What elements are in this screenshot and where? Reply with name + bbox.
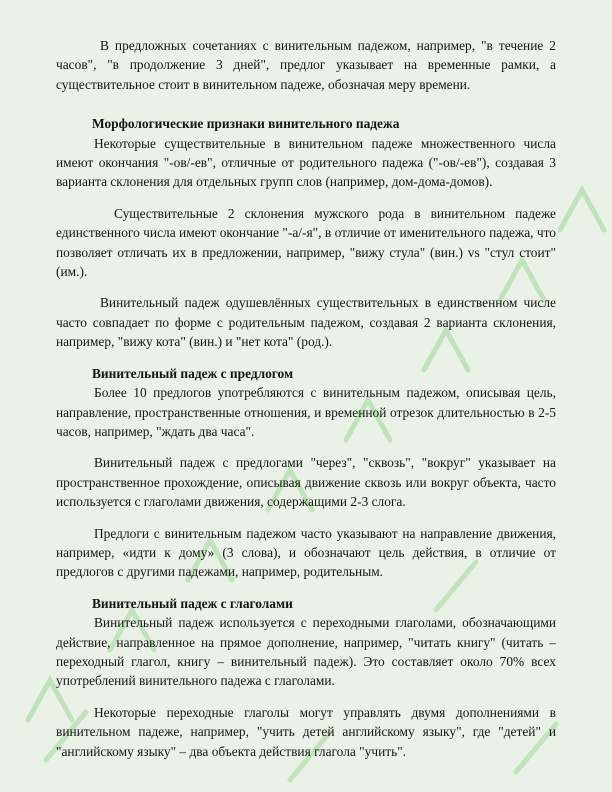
paragraph-double-objects: Некоторые переходные глаголы могут управлять двумя дополнениями в винительном падеже, например, "учить детей английскому языку", где "детей" и "английскому языку" – два объекта действия глагола "учить". xyxy=(56,704,556,759)
paragraph-spatial-prepositions: Винительный падеж с предлогами "через", "сквозь", "вокруг" указывает на пространственное прохождение, описывая движение сквозь или вокруг объекта, часто используется с глаголами движения, содержащими 2-3 слога. xyxy=(56,455,556,510)
heading-morphology: Морфологические признаки винительного падежа xyxy=(92,116,400,132)
watermark-mark xyxy=(560,190,604,230)
paragraph-masculine-nouns: Существительные 2 склонения мужского рода в винительном падеже единственного числа имеют окончание "-а/-я", в отличие от именительного падежа, что позволяет отличать их в предложении, например, "вижу стула" (вин.) vs "стул стоит" (им.). xyxy=(56,205,556,280)
paragraph-prepositions-count: Более 10 предлогов употребляются с винительным падежом, описывая цель, направление, пространственные отношения, и временной отрезок длительностью в 2-5 часов, например, "ждать два часа". xyxy=(56,385,556,439)
heading-verbs: Винительный падеж с глаголами xyxy=(92,595,293,611)
paragraph-transitive-verbs: Винительный падеж используется с переходными глаголами, обозначающими действие, направленное на прямое дополнение, например, "читать книгу" (читать – переходный глагол, книгу – винительный падеж). Это составляет около 70% всех употреблений винительного падежа с глаголами. xyxy=(56,615,556,689)
paragraph-time-phrases: В предложных сочетаниях с винительным падежом, например, "в течение 2 часов", "в продолжение 3 дней", предлог указывает на временные рамки, а существительное стоит в винительном падеже, обозначая меру времени. xyxy=(56,38,556,92)
paragraph-direction-prepositions: Предлоги с винительным падежом часто указывают на направление движения, например, «идти к дому» (3 слова), и обозначают цель действия, в отличие от предлогов с другими падежами, например, родительным. xyxy=(56,525,556,580)
paragraph-plural-endings: Некоторые существительные в винительном падеже множественного числа имеют окончания "-ов/-ев", отличные от родительного падежа ("-ов/-ев"), создавая 3 варианта склонения для отдельных групп слов (например, дом-дома-домов). xyxy=(56,135,556,190)
heading-prepositions: Винительный падеж с предлогом xyxy=(92,365,294,381)
document-page xyxy=(56,36,556,761)
paragraph-animate-nouns: Винительный падеж одушевлённых существительных в единственном числе часто совпадает по форме с родительным падежом, создавая 2 варианта склонения, например, "вижу кота" (вин.) и "нет кота" (род.). xyxy=(56,295,556,350)
